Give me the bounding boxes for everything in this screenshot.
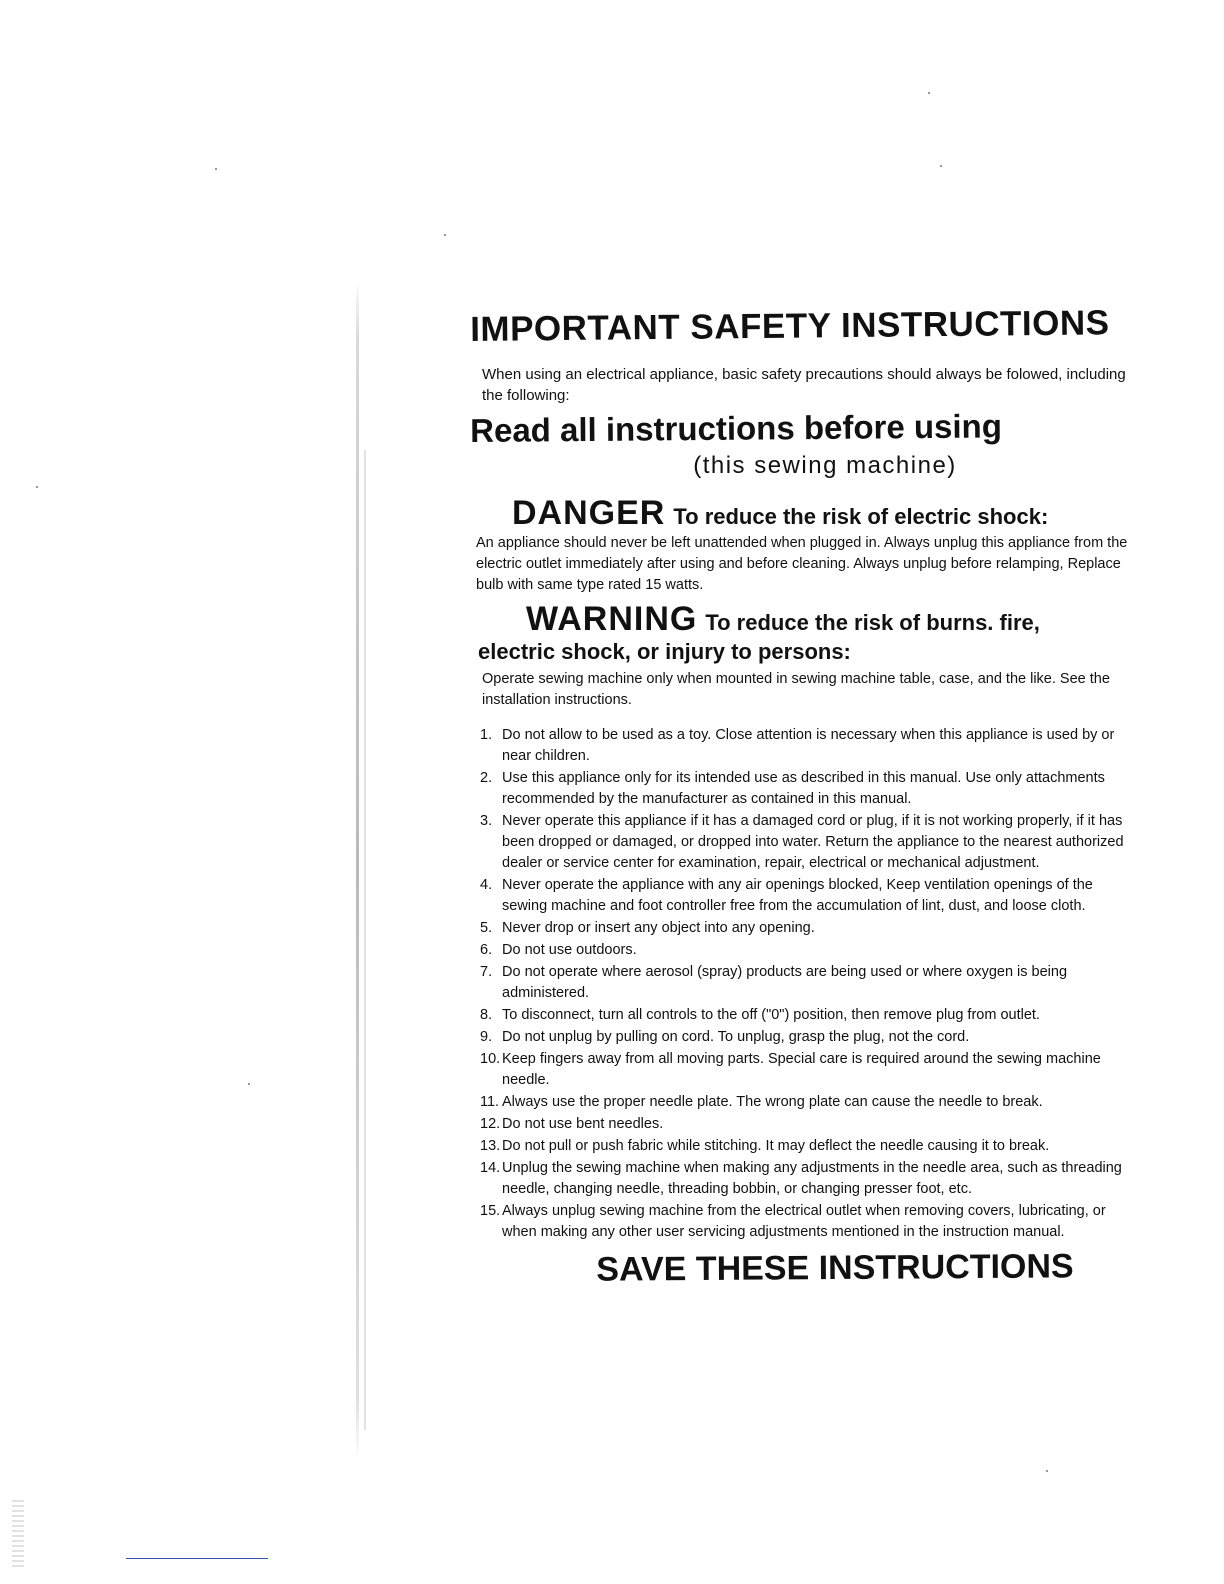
list-item-number: 14. <box>480 1160 501 1176</box>
list-item <box>480 725 1140 767</box>
list-item-number: 5. <box>480 920 493 936</box>
list-item-number: 9. <box>480 1029 493 1045</box>
list-item-text: To disconnect, turn all controls to the off ("0") position, then remove plug from outlet. <box>502 1007 1040 1023</box>
list-item-number: 3. <box>480 813 493 829</box>
warning-subheading-continued: electric shock, or injury to persons: <box>478 639 851 664</box>
list-item-text: Do not use bent needles. <box>502 1116 664 1132</box>
list-item <box>480 1201 1140 1243</box>
warning-heading <box>526 600 1140 639</box>
list-item-number: 11. <box>480 1094 500 1110</box>
list-item <box>480 1027 1140 1048</box>
list-item-text: Do not pull or push fabric while stitching. It may deflect the needle causing it to break. <box>502 1138 1050 1154</box>
list-item-number: 12. <box>480 1116 501 1132</box>
scan-speck <box>248 1083 250 1085</box>
scan-speck <box>444 234 446 236</box>
list-item-number: 2. <box>480 770 493 786</box>
list-item-number: 1. <box>480 727 493 743</box>
list-item-text: Always unplug sewing machine from the electrical outlet when removing covers, lubricating, or when making any other user servicing adjustments mentioned in the instruction manual. <box>502 1203 1106 1240</box>
list-item-number: 13. <box>480 1138 501 1154</box>
read-all-heading: Read all instructions before using <box>470 407 1003 449</box>
list-item-text: Never operate the appliance with any air openings blocked, Keep ventilation openings of the sewing machine and foot controller free from the accumulation of lint, dust, and loose cloth. <box>502 877 1093 914</box>
list-item <box>480 1092 1140 1113</box>
list-item <box>480 768 1140 810</box>
list-item-number: 4. <box>480 877 493 893</box>
scan-corner-artifact <box>12 1500 24 1570</box>
scan-speck <box>215 168 217 170</box>
read-all-subtitle: (this sewing machine) <box>693 452 957 479</box>
instruction-list <box>480 725 1140 1243</box>
list-item <box>480 875 1140 917</box>
scan-speck <box>928 92 930 94</box>
list-item-number: 8. <box>480 1007 493 1023</box>
list-item <box>480 940 1140 961</box>
list-item-text: Always use the proper needle plate. The wrong plate can cause the needle to break. <box>502 1094 1043 1110</box>
warning-subheading: To reduce the risk of burns. fire, <box>705 610 1040 635</box>
document-title: IMPORTANT SAFETY INSTRUCTIONS <box>470 303 1110 349</box>
list-item-text: Never operate this appliance if it has a damaged cord or plug, if it is not working properly, if it has been dropped or damaged, or dropped into water. Return the appliance to the nearest authorized dealer or service center for examination, repair, electrical or mechanical adjustment. <box>502 813 1124 871</box>
scan-bottom-line <box>126 1558 268 1559</box>
list-item-text: Do not operate where aerosol (spray) products are being used or where oxygen is being administered. <box>502 964 1068 1001</box>
list-item-text: Unplug the sewing machine when making any adjustments in the needle area, such as threading needle, changing needle, threading bobbin, or changing presser foot, etc. <box>502 1160 1122 1197</box>
danger-word: DANGER <box>512 494 666 532</box>
warning-paragraph: Operate sewing machine only when mounted in sewing machine table, case, and the like. See the installation instructions. <box>482 671 1110 708</box>
list-item-text: Do not use outdoors. <box>502 942 637 958</box>
list-item <box>480 1049 1140 1091</box>
safety-instructions-content <box>470 303 1140 1289</box>
list-item <box>480 1158 1140 1200</box>
list-item-text: Do not unplug by pulling on cord. To unplug, grasp the plug, not the cord. <box>502 1029 970 1045</box>
scan-speck <box>1046 1470 1048 1472</box>
danger-heading <box>512 494 1140 533</box>
scan-speck <box>36 486 38 488</box>
list-item-text: Do not allow to be used as a toy. Close attention is necessary when this appliance is used by or near children. <box>502 727 1115 764</box>
list-item-number: 7. <box>480 964 493 980</box>
list-item <box>480 1136 1140 1157</box>
list-item-text: Never drop or insert any object into any opening. <box>502 920 815 936</box>
list-item-number: 15. <box>480 1203 501 1219</box>
intro-paragraph: When using an electrical appliance, basic safety precautions should always be folowed, including the following: <box>482 366 1126 404</box>
list-item <box>480 918 1140 939</box>
warning-word: WARNING <box>526 600 698 638</box>
list-item <box>480 811 1140 874</box>
scan-binding-shadow <box>356 280 359 1460</box>
danger-subheading: To reduce the risk of electric shock: <box>673 504 1049 529</box>
list-item <box>480 1114 1140 1135</box>
list-item <box>480 1005 1140 1026</box>
scan-binding-shadow-secondary <box>364 450 366 1430</box>
list-item <box>480 962 1140 1004</box>
list-item-text: Use this appliance only for its intended use as described in this manual. Use only attachments recommended by the manufacturer as contained in this manual. <box>502 770 1105 807</box>
scan-speck <box>940 165 942 167</box>
save-instructions-heading: SAVE THESE INSTRUCTIONS <box>596 1247 1074 1289</box>
list-item-text: Keep fingers away from all moving parts. Special care is required around the sewing machine needle. <box>502 1051 1101 1088</box>
list-item-number: 10. <box>480 1051 501 1067</box>
danger-paragraph: An appliance should never be left unattended when plugged in. Always unplug this appliance from the electric outlet immediately after using and before cleaning. Always unplug before relamping, Replace bulb with same type rated 15 watts. <box>476 535 1128 593</box>
list-item-number: 6. <box>480 942 493 958</box>
